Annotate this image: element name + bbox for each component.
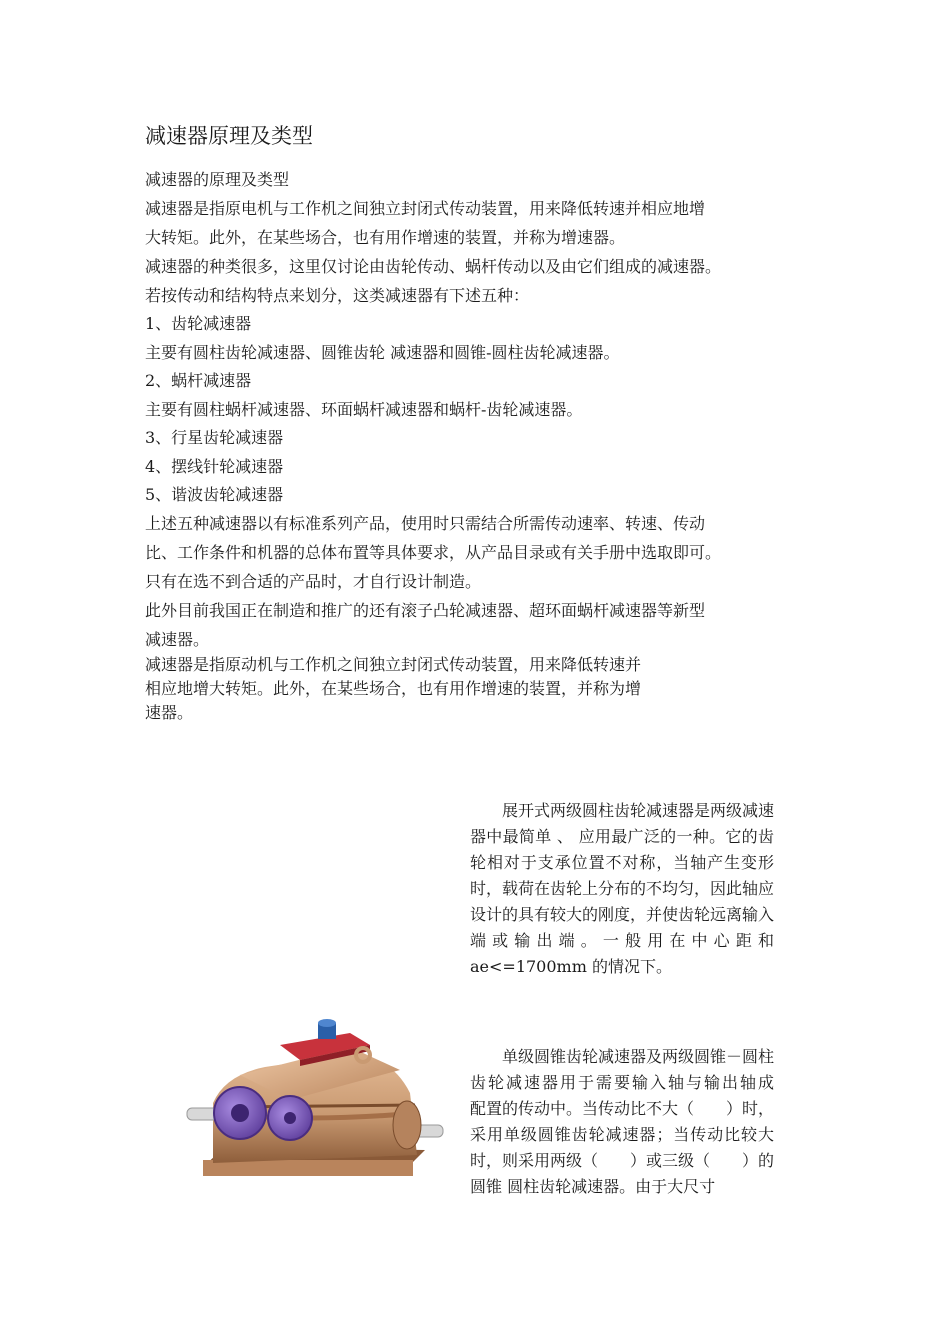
side-column-2 xyxy=(470,1044,807,1200)
type-5-heading: 5、谐波齿轮减速器 xyxy=(145,485,284,504)
intro-heading: 减速器的原理及类型 xyxy=(145,170,290,189)
type-1-description: 主要有圆柱齿轮减速器、圆锥齿轮 减速器和圆锥-圆柱齿轮减速器。 xyxy=(145,343,620,362)
new-types-line-2: 减速器。 xyxy=(145,630,210,649)
definition-line-2: 大转矩。此外，在某些场合，也有用作增速的装置，并称为增速器。 xyxy=(145,228,626,247)
standard-line-1: 上述五种减速器以有标准系列产品，使用时只需结合所需传动速率、转速、传动 xyxy=(145,514,706,533)
type-4-heading: 4、摆线针轮减速器 xyxy=(145,457,284,476)
repeat-definition-line-2: 相应地增大转矩。此外，在某些场合，也有用作增速的装置，并称为增 xyxy=(145,679,642,698)
repeat-definition-line-1: 减速器是指原动机与工作机之间独立封闭式传动装置，用来降低转速并 xyxy=(145,655,642,674)
bevel-gear-paragraph: 单级圆锥齿轮减速器及两级圆锥－圆柱齿轮减速器用于需要输入轴与输出轴成 配置的传动中。当传动比不大（ ）时，采用单级圆锥齿轮减速器；当传动比较大时，则采用两级（ ）或三级（ ）的圆锥 圆柱齿轮减速器。由于大尺寸 xyxy=(470,1047,807,1196)
kinds-line-2: 若按传动和结构特点来划分，这类减速器有下述五种： xyxy=(145,286,530,305)
standard-line-3: 只有在选不到合适的产品时，才自行设计制造。 xyxy=(145,572,482,591)
page-title: 减速器原理及类型 xyxy=(145,124,313,148)
type-2-heading: 2、蜗杆减速器 xyxy=(145,371,252,390)
type-3-heading: 3、行星齿轮减速器 xyxy=(145,428,284,447)
expanded-gear-paragraph: 展开式两级圆柱齿轮减速器是两级减速器中最简单 、 应用最广泛的一种。它的齿轮相对于支承位置不对称，当轴产生变形时，载荷在齿轮上分布的不均匀，因此轴应设计的具有较大的刚度，并使齿轮远离输入端或输出端。一般用在中心距和ae<=1700mm 的情况下。 xyxy=(470,801,775,976)
repeat-definition-line-3: 速器。 xyxy=(145,703,194,722)
type-1-heading: 1、齿轮减速器 xyxy=(145,314,252,333)
kinds-line-1: 减速器的种类很多，这里仅讨论由齿轮传动、蜗杆传动以及由它们组成的减速器。 xyxy=(145,257,722,276)
bearing-cover-right xyxy=(393,1101,421,1149)
bearing-cover-left xyxy=(214,1087,266,1139)
definition-line-1: 减速器是指原电机与工作机之间独立封闭式传动装置，用来降低转速并相应地增 xyxy=(145,199,706,218)
side-column-1 xyxy=(470,798,774,980)
gear-reducer-illustration xyxy=(185,1015,445,1185)
bearing-cover-middle xyxy=(268,1096,312,1140)
vent-cap xyxy=(318,1019,336,1039)
type-2-description: 主要有圆柱蜗杆减速器、环面蜗杆减速器和蜗杆-齿轮减速器。 xyxy=(145,400,583,419)
new-types-line-1: 此外目前我国正在制造和推广的还有滚子凸轮减速器、超环面蜗杆减速器等新型 xyxy=(145,601,706,620)
standard-line-2: 比、工作条件和机器的总体布置等具体要求，从产品目录或有关手册中选取即可。 xyxy=(145,543,722,562)
